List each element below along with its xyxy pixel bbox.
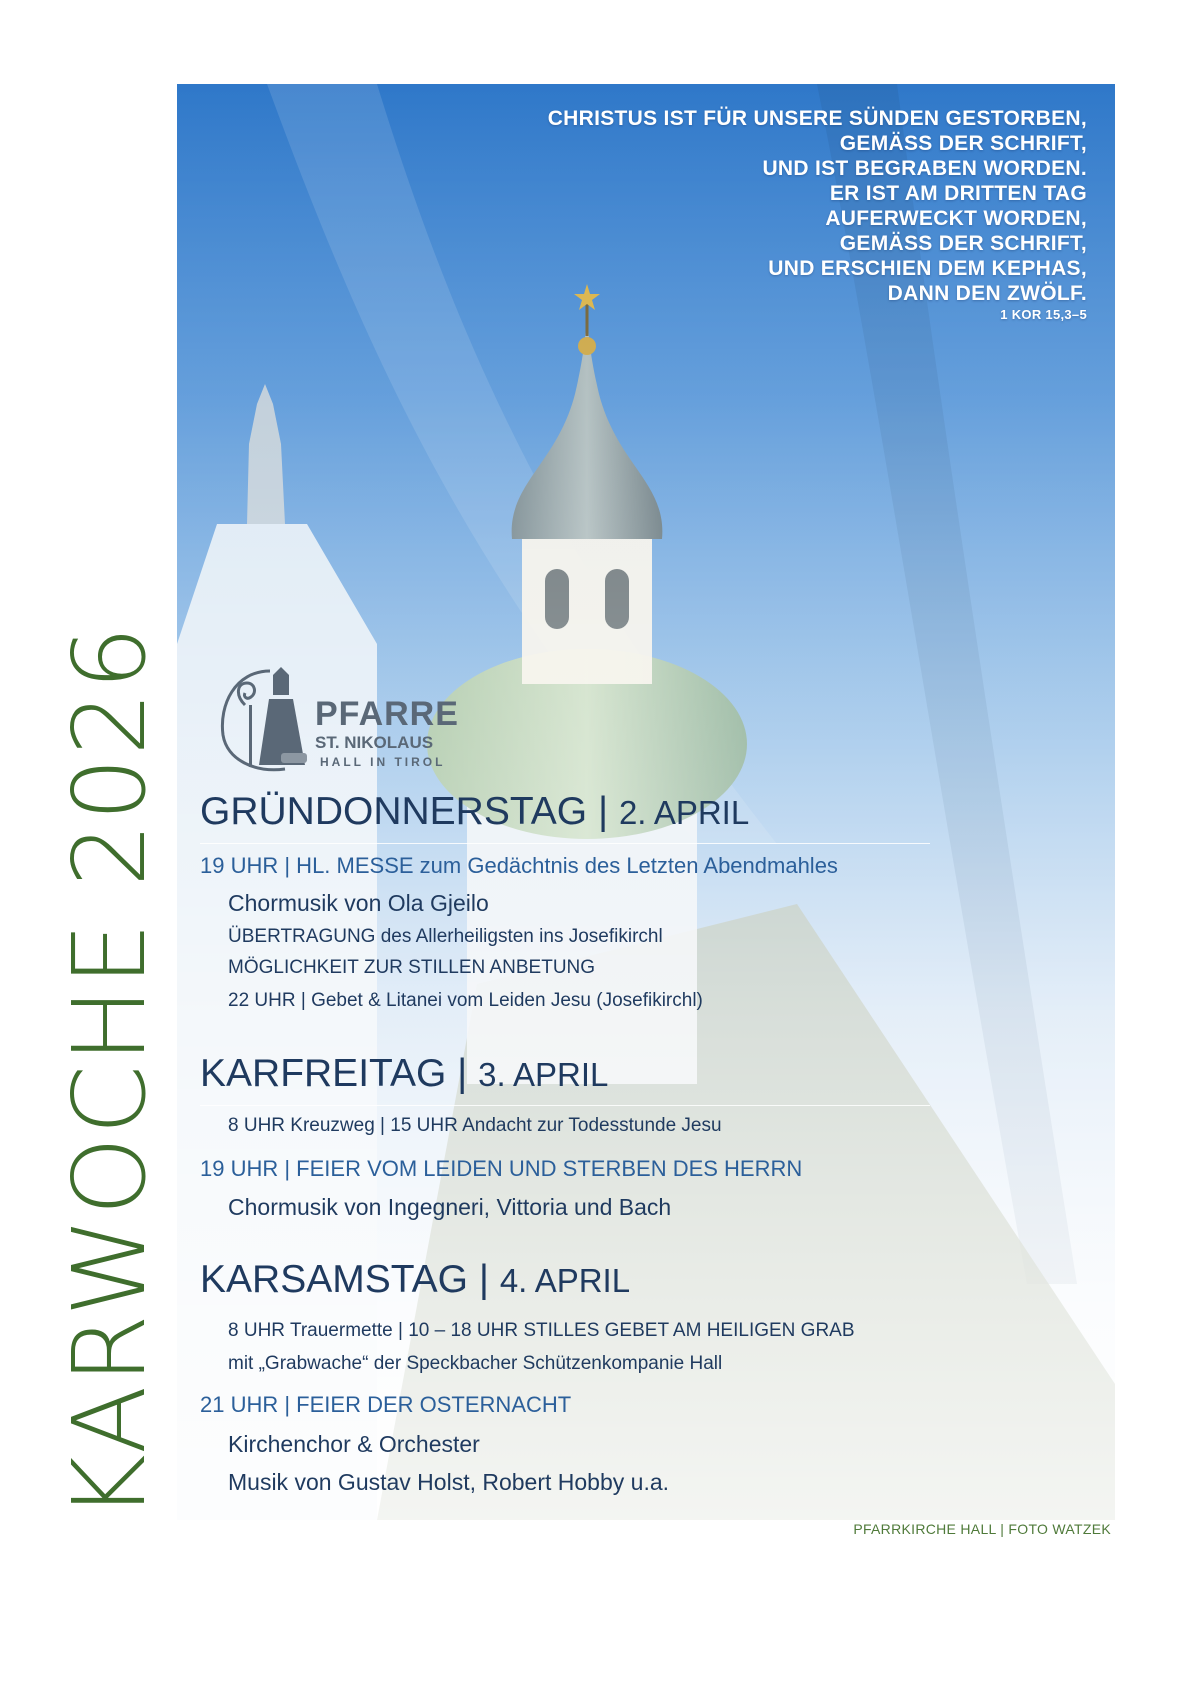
event-line: Kirchenchor & Orchester xyxy=(228,1431,480,1457)
day-name: KARSAMSTAG xyxy=(200,1258,468,1301)
day-separator: | xyxy=(457,1052,468,1095)
event-line: MÖGLICHKEIT ZUR STILLEN ANBETUNG xyxy=(228,957,596,978)
quote-line: AUFERWECKT WORDEN, xyxy=(825,207,1087,230)
quote-reference: 1 KOR 15,3–5 xyxy=(1000,307,1087,322)
event-line: Chormusik von Ingegneri, Vittoria und Bach xyxy=(228,1194,672,1220)
divider xyxy=(200,843,930,844)
day-separator: | xyxy=(478,1258,489,1301)
event-line: 22 UHR | Gebet & Litanei vom Leiden Jesu (Josefikirchl) xyxy=(228,990,703,1011)
quote-line: UND ERSCHIEN DEM KEPHAS, xyxy=(768,257,1087,280)
logo-line-pfarre: PFARRE xyxy=(315,695,459,733)
logo-line-hall-in-tirol: HALL IN TIROL xyxy=(320,755,446,769)
day-date: 3. APRIL xyxy=(478,1056,609,1093)
logo-line-st-nikolaus: ST. NIKOLAUS xyxy=(315,733,434,752)
day-heading-gruendonnerstag xyxy=(200,790,749,834)
event-line: ÜBERTRAGUNG des Allerheiligsten ins Josefikirchl xyxy=(228,926,663,947)
event-line: 8 UHR Trauermette | 10 – 18 UHR STILLES GEBET AM HEILIGEN GRAB xyxy=(228,1320,855,1341)
scripture-quote xyxy=(548,106,1087,323)
quote-line: GEMÄSS DER SCHRIFT, xyxy=(839,232,1087,255)
parish-logo xyxy=(215,665,460,777)
photo-credit: PFARRKIRCHE HALL | FOTO WATZEK xyxy=(853,1521,1111,1537)
quote-line: DANN DEN ZWÖLF. xyxy=(887,282,1087,305)
vertical-title: KARWOCHE 2026 xyxy=(51,624,168,1520)
event-line: 19 UHR | HL. MESSE zum Gedächtnis des Letzten Abendmahles xyxy=(200,853,838,878)
day-name: GRÜNDONNERSTAG xyxy=(200,790,588,833)
event-line: Musik von Gustav Holst, Robert Hobby u.a. xyxy=(228,1469,670,1495)
quote-line: UND IST BEGRABEN WORDEN. xyxy=(762,157,1087,180)
day-heading-karsamstag xyxy=(200,1258,630,1302)
day-date: 2. APRIL xyxy=(618,794,750,831)
event-line: Chormusik von Ola Gjeilo xyxy=(228,890,489,916)
divider xyxy=(200,1105,930,1106)
day-date: 4. APRIL xyxy=(499,1262,631,1299)
quote-line: CHRISTUS IST FÜR UNSERE SÜNDEN GESTORBEN, xyxy=(547,107,1087,130)
event-line: 21 UHR | FEIER DER OSTERNACHT xyxy=(200,1392,572,1417)
bishop-icon xyxy=(215,665,315,777)
day-heading-karfreitag xyxy=(200,1052,608,1096)
day-separator: | xyxy=(597,790,609,833)
day-name: KARFREITAG xyxy=(200,1052,447,1095)
quote-line: ER IST AM DRITTEN TAG xyxy=(829,182,1087,205)
event-line: mit „Grabwache“ der Speckbacher Schützenkompanie Hall xyxy=(228,1353,723,1374)
event-line: 19 UHR | FEIER VOM LEIDEN UND STERBEN DES HERRN xyxy=(200,1156,803,1181)
quote-line: GEMÄSS DER SCHRIFT, xyxy=(839,132,1087,155)
event-line: 8 UHR Kreuzweg | 15 UHR Andacht zur Todesstunde Jesu xyxy=(228,1115,722,1136)
